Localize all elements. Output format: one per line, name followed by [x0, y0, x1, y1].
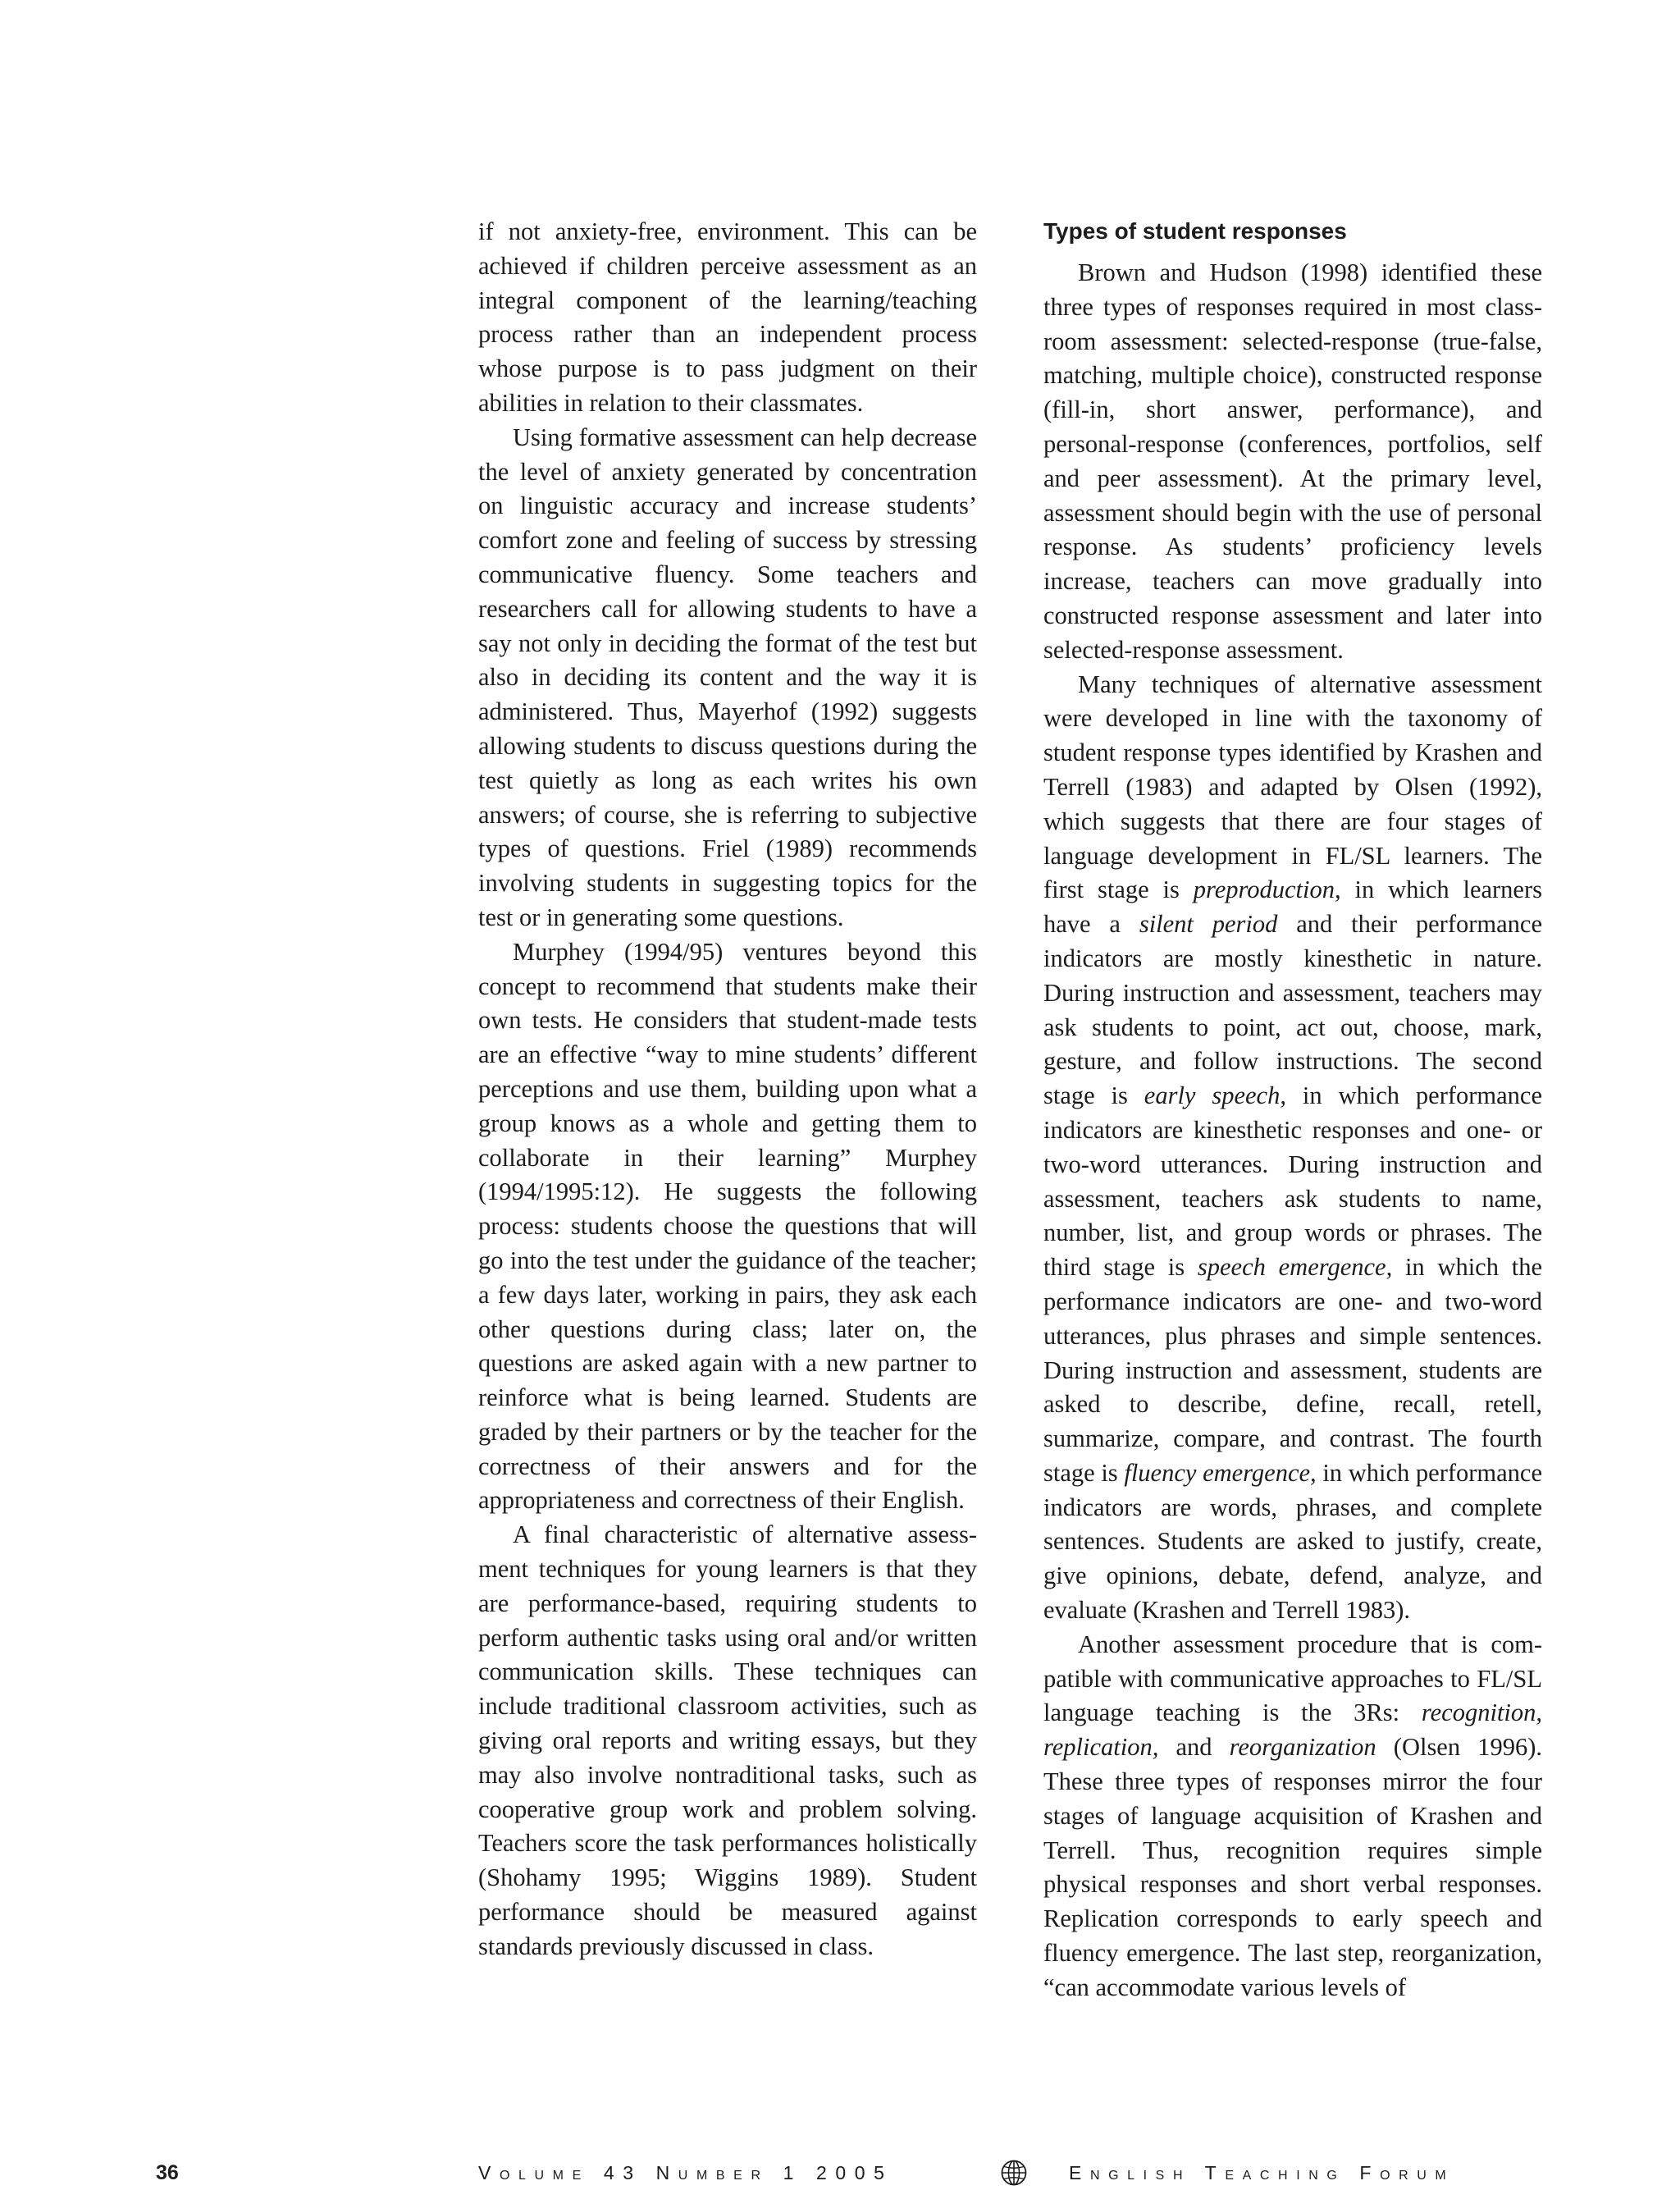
body-paragraph [1043, 668, 1542, 1628]
page-footer [0, 2156, 1680, 2189]
body-paragraph: A final characteristic of alternative assessment techniques for young learners is that they are performance-based, requiring students to perform authentic tasks using oral and/or written communication skills. These techniques can include traditional classroom activities, such as giving oral reports and writing essays, but they may also involve nontraditional tasks, such as cooperative group work and problem solving. Teachers score the task performances holistically (Shohamy 1995; Wiggins 1989). Student performance should be measured against standards previously discussed in class. [478, 1520, 977, 1960]
text-run: in which learners have a [1043, 876, 1542, 939]
globe-icon [1000, 2159, 1028, 2187]
body-paragraph: Using formative assessment can help decrease the level of anxiety generated by concentration on linguistic accuracy and increase students’ comfort zone and feeling of success by stressing communicative fluency. Some teachers and researchers call for allowing students to have a say not only in deciding the format of the test but also in deciding its content and the way it is administered. Thus, Mayerhof (1992) suggests allowing students to discuss questions during the test quietly as long as each writes his own answers; of course, she is referring to subjective types of questions. Friel (1989) recommends involving students in suggesting topics for the test or in generating some questions. [478, 423, 977, 931]
left-column [478, 215, 977, 1964]
text-run: in which performance indicators are kinesthetic responses and one- or two-word utterances. During instruction and assessment, teachers ask students to name, number, list, and group words or phrases. The third stage is [1043, 1081, 1542, 1282]
section-heading: Types of student responses [1043, 218, 1347, 244]
text-run: (Olsen 1996). These three types of responses mirror the four stages of language acquisition of Krashen and Terrell. Thus, recognition requires simple physical responses and short verbal responses. Replication corresponds to early speech and fluency emergence. The last step, reorganization, “can accommodate various levels of [1043, 1733, 1542, 2001]
italic-term: reorganization [1229, 1733, 1376, 1762]
text-run: and their performance indicators are mostly kinesthetic in nature. During instruction and assessment, teachers may ask students to point, act out, choose, mark, gesture, and follow instructions. The second stage is [1043, 910, 1542, 1110]
body-paragraph [1043, 1628, 1542, 2005]
page-number: 36 [156, 2161, 179, 2184]
italic-term: preproduction, [1193, 876, 1341, 904]
italic-term: silent period [1139, 910, 1278, 939]
body-paragraph: if not anxiety-free, environment. This can be achieved if children perceive assessment as an integral component of the learning/teaching process rather than an independent process whose purpose is to pass judgment on their abilities in relation to their classmates. [478, 217, 977, 417]
journal-name: English Teaching Forum [1069, 2162, 1455, 2183]
text-run: in which the performance indicators are one- and two-word utterances, plus phrases and simple sentences. During instruction and assessment, students are asked to describe, define, recall, retell, summarize, compare, and contrast. The fourth stage is [1043, 1253, 1542, 1487]
text-run: Many techniques of alternative assessment were developed in line with the taxonomy of student response types identified by Krashen and Terrell (1983) and adapted by Olsen (1992), which suggests that there are four stages of language development in FL/SL learners. The first stage is [1043, 670, 1542, 904]
italic-term: speech emergence, [1197, 1253, 1393, 1282]
volume-info: Volume 43 Number 1 2005 [478, 2162, 893, 2183]
body-paragraph: Brown and Hudson (1998) identified these three types of responses required in most classroom assessment: selected-response (true-false, matching, multiple choice), constructed response (fill-in, short answer, performance), and personal-response (conferences, portfolios, self and peer assessment). At the primary level, assessment should begin with the use of personal response. As students’ proficiency levels increase, teachers can move gradually into constructed response assessment and later into selected-response assessment. [1043, 258, 1542, 664]
text-run: Another assessment procedure that is compatible with communicative approaches to FL/SL language teaching is the 3Rs: [1043, 1630, 1542, 1727]
right-column [1043, 215, 1542, 2005]
italic-term: early speech, [1144, 1081, 1286, 1110]
body-paragraph: Murphey (1994/95) ventures beyond this concept to recommend that students make their own tests. He considers that student-made tests are an effective “way to mine students’ different perceptions and use them, building upon what a group knows as a whole and getting them to collaborate in their learning” Murphey (1994/1995:12). He suggests the following process: students choose the questions that will go into the test under the guidance of the teacher; a few days later, working in pairs, they ask each other questions during class; later on, the questions are asked again with a new partner to reinforce what is being learned. Students are graded by their partners or by the teacher for the correctness of their answers and for the appropriateness and correctness of their English. [478, 937, 977, 1515]
italic-term: recognition, replication, [1043, 1699, 1542, 1762]
italic-term: fluency emergence, [1124, 1458, 1317, 1487]
text-run: in which performance indicators are words, phrases, and complete sentences. Students are asked to justify, create, give opinions, debate, defend, analyze, and evaluate (Krashen and Terrell 1983). [1043, 1458, 1543, 1625]
text-run: and [1158, 1733, 1230, 1762]
